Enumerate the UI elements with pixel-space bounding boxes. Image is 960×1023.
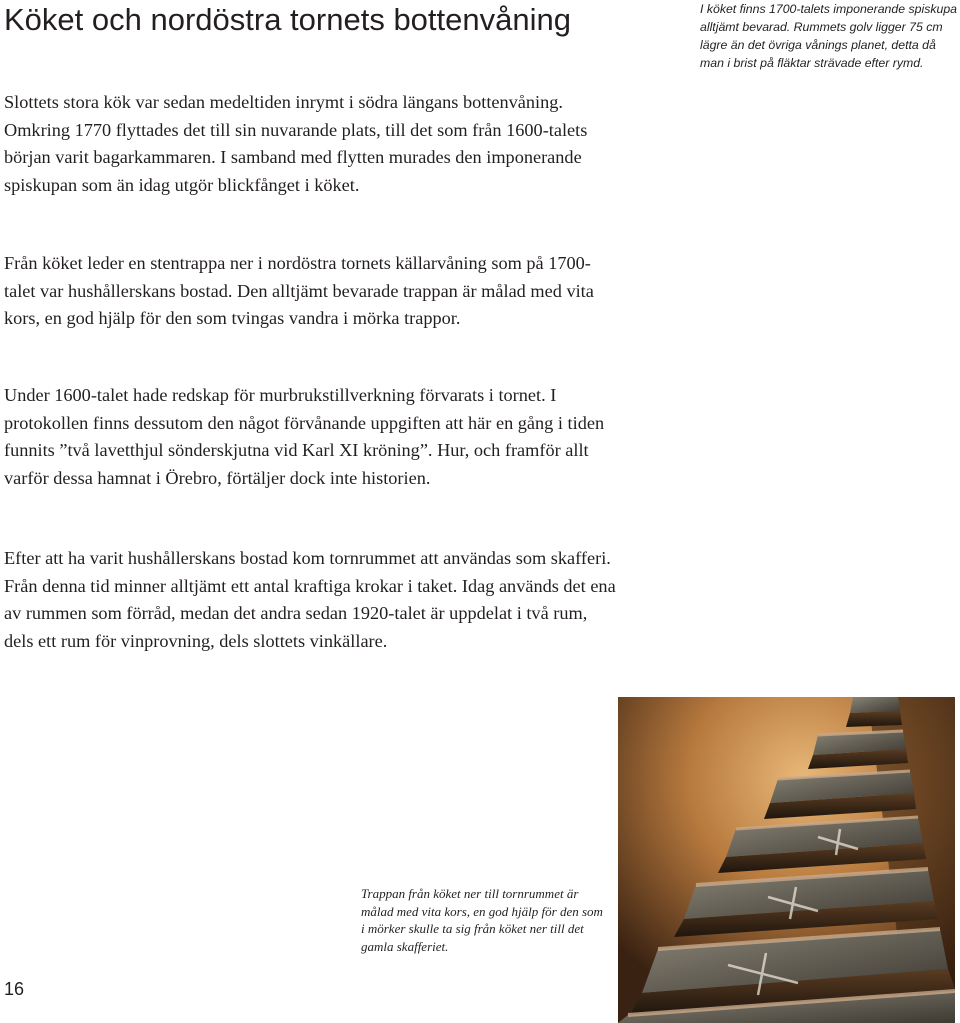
kitchen-caption: I köket finns 1700-talets imponerande spiskupa alltjämt bevarad. Rummets golv ligger 75 cm lägre än det övriga vånings planet, detta då man i brist på fläktar strävade efter rymd. xyxy=(700,2,958,70)
body-paragraph-4: Efter att ha varit hushållerskans bostad kom tornrummet att användas som skafferi. Från denna tid minner alltjämt ett antal kraftiga krokar i taket. Idag används det ena av rummen som förråd, medan det andra sedan 1920-talet är uppdelat i två rum, dels ett rum för vinprovning, dels slottets vinkällare. xyxy=(4,548,616,651)
staircase-caption: Trappan från köket ner till tornrummet är målad med vita kors, en god hjälp för den som i mörker skulle ta sig från köket ner till det gamla skafferiet. xyxy=(361,886,603,954)
body-paragraph-3: Under 1600-talet hade redskap för murbrukstillverkning förvarats i tornet. I protokollen finns dessutom den något förvånande uppgiften att här en gång i tiden funnits ”två lavetthjul sönderskjutna vid Karl XI kröning”. Hur, och framför allt varför dessa hamnat i Örebro, förtäljer dock inte historien. xyxy=(4,385,605,488)
body-paragraph-2: Från köket leder en stentrappa ner i nordöstra tornets källarvåning som på 1700-talet var hushållerskans bostad. Den alltjämt bevarade trappan är målad med vita kors, en god hjälp för den som tvingas vandra i mörka trappor. xyxy=(4,253,594,328)
page-number: 16 xyxy=(4,979,25,999)
page-title: Köket och nordöstra tornets bottenvåning xyxy=(4,2,571,37)
stone-staircase-photo xyxy=(618,697,955,1023)
body-paragraph-1: Slottets stora kök var sedan medeltiden inrymt i södra längans bottenvåning. Omkring 1770 flyttades det till sin nuvarande plats, till det som från 1600-talets början varit bagarkammaren. I samband med flytten murades den imponerande spiskupan som än idag utgör blickfånget i köket. xyxy=(4,92,588,195)
